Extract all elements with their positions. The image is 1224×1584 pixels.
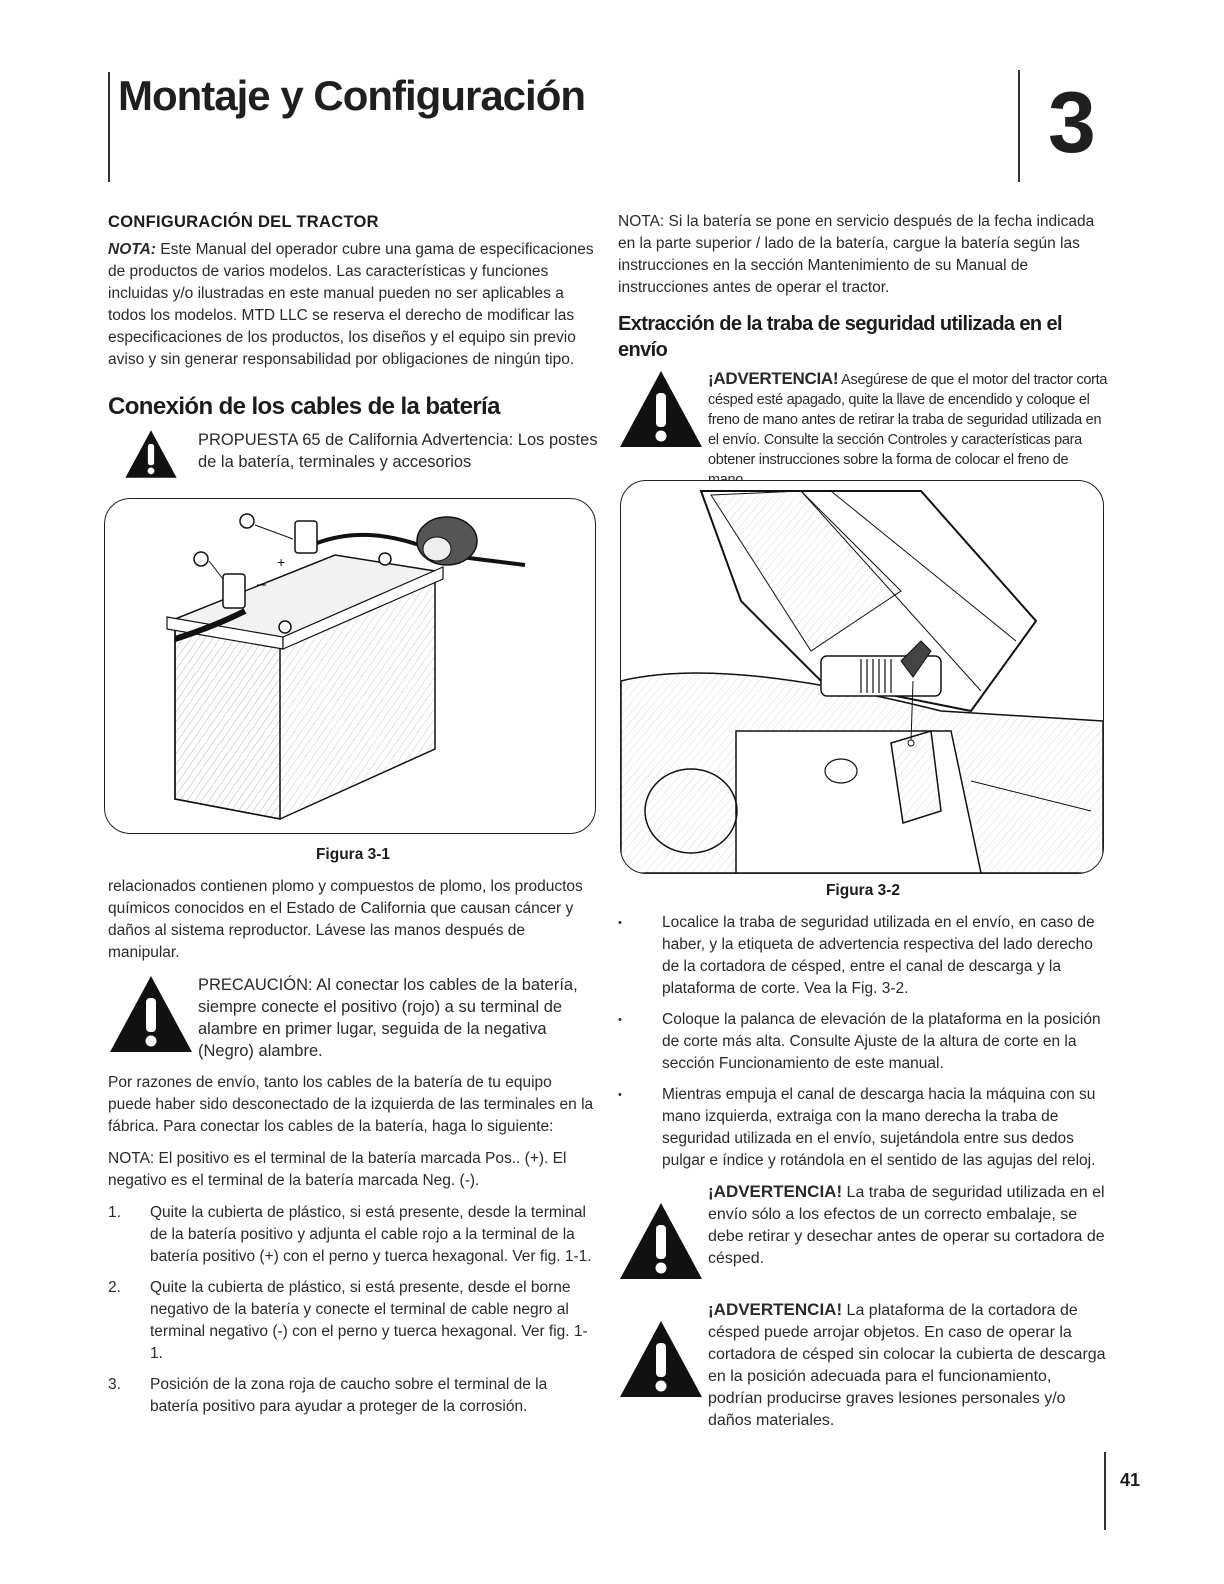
adv3-text: La plataforma de la cortadora de césped puede arrojar objetos. En caso de operar la cortadora de césped sin colocar la cubierta de descarga en la posición adecuada para el funcionamiento, podrían producirse graves lesiones personales y/o daños materiales. [708, 1302, 1106, 1429]
nota-battery-paragraph: NOTA: Si la batería se pone en servicio después de la fecha indicada en la parte superior / lado de la batería, cargue la batería según las instrucciones en la sección Mantenimiento de su Manual de instrucciones antes de operar el tractor. [618, 213, 1095, 296]
extraction-steps [618, 912, 1108, 1172]
bullet-text: Localice la traba de seguridad utilizada en el envío, en caso de haber, y la etiqueta de advertencia respectiva del lado derecho de la cortadora de césped, entre el canal de descarga y la plataforma de corte. Vea la Fig. 3-2. [662, 914, 1095, 997]
section-heading: CONFIGURACIÓN DEL TRACTOR [108, 213, 379, 231]
bullet-text: Mientras empuja el canal de descarga hacia la máquina con su mano izquierda, extraiga con la mano derecha la traba de seguridad utilizada en el envío, sujetándola entre sus dedos pulgar e índice y rotándola en el sentido de las agujas del reloj. [662, 1086, 1096, 1169]
figure-3-2 [620, 480, 1104, 874]
left-column-top [108, 211, 598, 479]
list-item [108, 1202, 598, 1268]
precaucion-warning [108, 974, 598, 1062]
chapter-rule [1018, 70, 1020, 182]
nota-paragraph [108, 239, 598, 371]
title-rule [108, 72, 110, 182]
step-number: 2. [108, 1279, 121, 1296]
adv3-paragraph [708, 1299, 1108, 1432]
adv3-warning [618, 1299, 1108, 1432]
step-number: 1. [108, 1204, 121, 1221]
warning-triangle-icon [108, 429, 194, 479]
bullet: • [618, 1014, 622, 1026]
list-item [618, 1009, 1108, 1075]
right-column-bottom [618, 880, 1108, 1432]
step-text: Quite la cubierta de plástico, si está presente, desde la terminal de la batería positivo y adjunta el cable rojo a la terminal de la batería positivo (+) con el perno y tuerca hexagonal. Ver fig. 1-1. [150, 1204, 592, 1265]
battery-heading: Conexión de los cables de la batería [108, 393, 500, 420]
bullet-text: Coloque la palanca de elevación de la plataforma en la posición de corte más alta. Consulte Ajuste de la altura de corte en la sección Funcionamiento de este manual. [662, 1011, 1101, 1072]
adv1-text: Asegúrese de que el motor del tractor corta césped esté apagado, quite la llave de encendido y coloque el freno de mano antes de retirar la traba de seguridad utilizada en el envío. Consulte la sección Controles y características para obtener instrucciones sobre la forma de colocar el freno de [708, 372, 1108, 468]
svg-text:+: + [277, 554, 286, 570]
chapter-number: 3 [1048, 75, 1096, 171]
step-number: 3. [108, 1376, 121, 1393]
connection-steps [108, 1202, 598, 1418]
battery-illustration [105, 499, 595, 833]
figure-3-2-caption: Figura 3-2 [825, 882, 901, 899]
warning-triangle-icon [618, 1319, 704, 1399]
precaucion-text: PRECAUCIÓN: Al conectar los cables de la batería, siempre conecte el positivo (rojo) a su terminal de alambre en primer lugar, seguida de la negativa (Negro) alambre. [198, 976, 578, 1060]
figure-3-1-caption: Figura 3-1 [315, 846, 391, 863]
shipping-paragraph: Por razones de envío, tanto los cables de la batería de tu equipo puede haber sido desconectado de la izquierda de las terminales en la fábrica. Para conectar los cables de la batería, haga lo siguiente: [108, 1074, 594, 1135]
adv2-warning [618, 1181, 1108, 1281]
list-item [108, 1374, 598, 1418]
adv1-warning [618, 369, 1108, 490]
step-text: Posición de la zona roja de caucho sobre el terminal de la batería positivo para ayudar a proteger de la corrosión. [150, 1376, 548, 1415]
page-title: Montaje y Configuración [118, 72, 586, 119]
nota2-paragraph: NOTA: El positivo es el terminal de la batería marcada Pos.. (+). El negativo es el terminal de la batería marcada Neg. (-). [108, 1150, 567, 1189]
prop65-continued: relacionados contienen plomo y compuestos de plomo, los productos químicos conocidos en el Estado de California que causan cáncer y daños al sistema reproductor. Lávese las manos después de manipular. [108, 878, 583, 961]
adv1-paragraph [708, 369, 1108, 490]
adv2-text: La traba de seguridad utilizada en el envío sólo a los efectos de un correcto embalaje, se debe retirar y desechar antes de operar su cortadora de césped. [708, 1184, 1105, 1267]
left-column-bottom [108, 844, 598, 1427]
svg-text:–: – [257, 576, 266, 593]
adv2-label: ¡ADVERTENCIA! [708, 1182, 843, 1201]
bullet: • [618, 1089, 622, 1101]
prop65-text: PROPUESTA 65 de California Advertencia: Los postes de la batería, terminales y accesorios [198, 431, 598, 471]
shipping-lock-illustration [621, 481, 1103, 873]
list-item [108, 1277, 598, 1365]
warning-triangle-icon [618, 1201, 704, 1281]
prop65-warning [108, 429, 598, 479]
adv1-label: ¡ADVERTENCIA! [708, 369, 839, 388]
page-number-rule [1104, 1452, 1106, 1530]
nota-text: Este Manual del operador cubre una gama de especificaciones de productos de varios modelos. Las características y funciones incluidas y/o ilustradas en este manual pueden no ser aplicables a todos los modelos. MTD LLC se reserva el derecho de modificar las especificaciones de los productos, los diseños y el equipo sin previo aviso y sin generar responsabilidad por obligaciones de ningún tipo. [108, 241, 594, 368]
warning-triangle-icon [618, 369, 704, 449]
list-item [618, 1084, 1108, 1172]
page-number: 41 [1120, 1470, 1141, 1490]
bullet: • [618, 917, 622, 929]
adv3-label: ¡ADVERTENCIA! [708, 1300, 843, 1319]
warning-triangle-icon [108, 974, 194, 1054]
nota-label: NOTA: [108, 241, 156, 258]
extraction-heading: Extracción de la traba de seguridad utilizada en el envío [618, 313, 1062, 361]
adv2-paragraph [708, 1181, 1108, 1270]
list-item [618, 912, 1108, 1000]
right-column-top [618, 211, 1108, 490]
step-text: Quite la cubierta de plástico, si está presente, desde el borne negativo de la batería y conecte el terminal de cable negro al terminal negativo (-) con el perno y tuerca hexagonal. Ver fig. 1-1. [150, 1279, 588, 1362]
figure-3-1 [104, 498, 596, 834]
